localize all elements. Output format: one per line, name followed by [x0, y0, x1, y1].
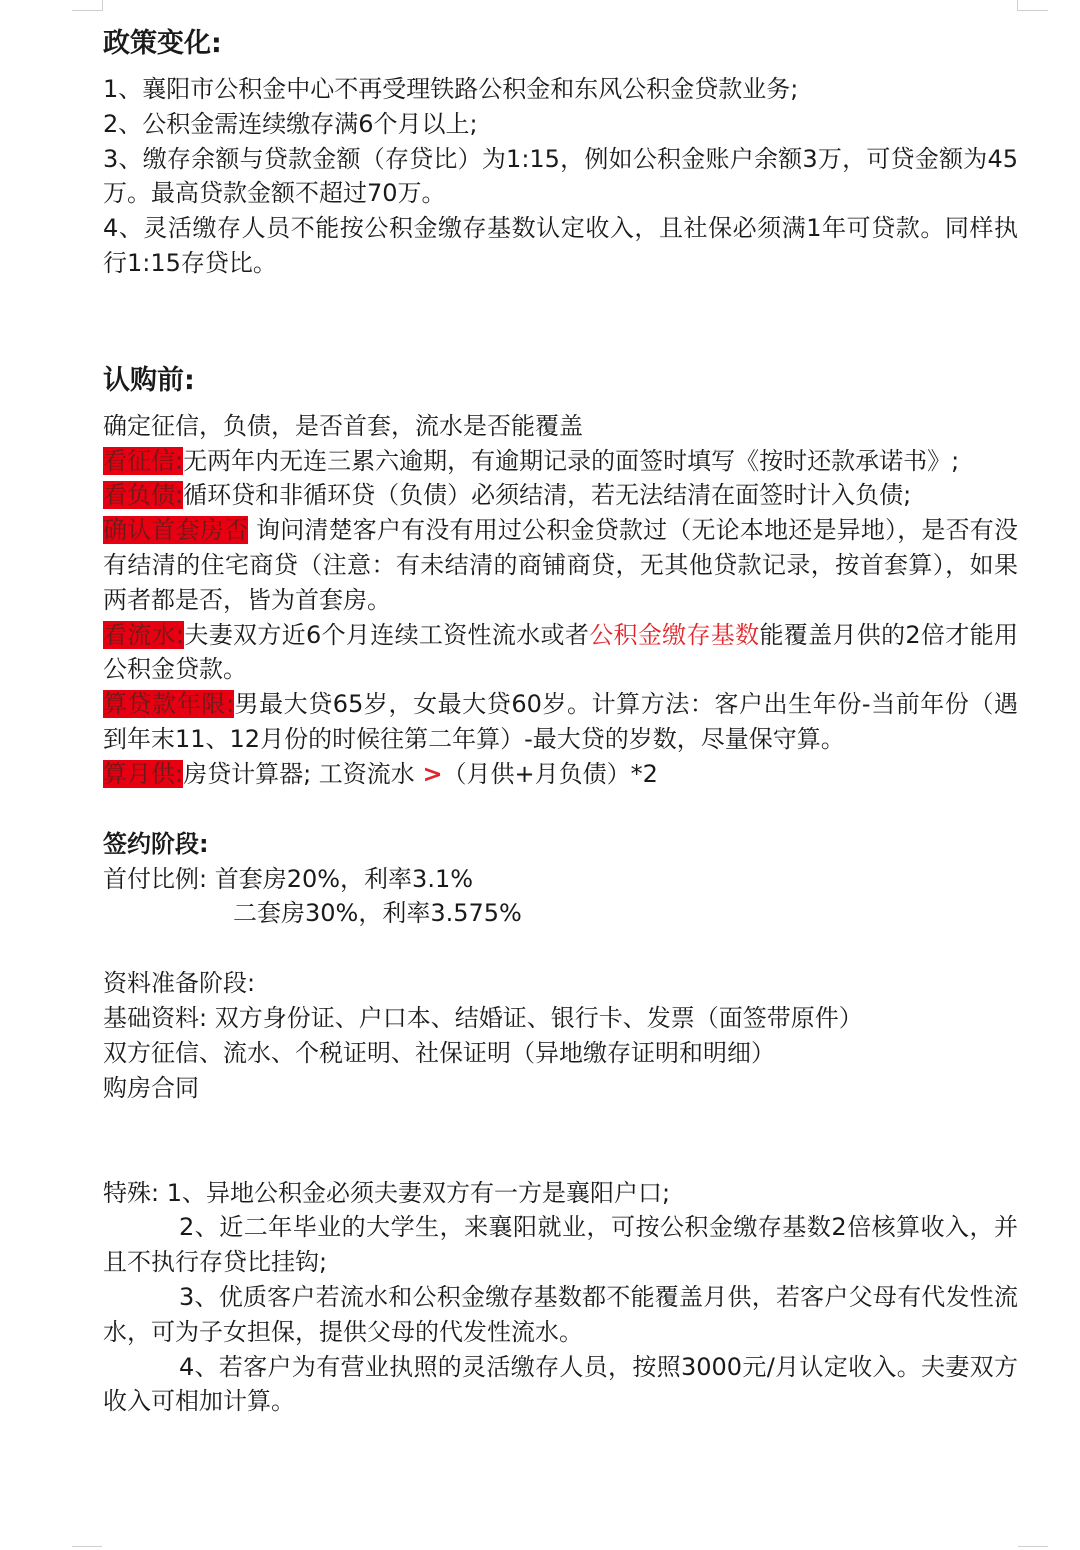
credit-check-text: 无两年内无连三累六逾期，有逾期记录的面签时填写《按时还款承诺书》;	[183, 446, 960, 475]
special-item-4: 4、若客户为有营业执照的灵活缴存人员，按照3000元/月认定收入。夫妻双方收入可相加计算。	[103, 1352, 1018, 1416]
loan-term-text: 男最大贷65岁，女最大贷60岁。计算方法：客户出生年份-当前年份（遇到年末11、12月份的时候往第二年算）-最大贷的岁数，尽量保守算。	[103, 690, 1018, 753]
special-item-3: 3、优质客户若流水和公积金缴存基数都不能覆盖月供，若客户父母有代发性流水，可为子女担保，提供父母的代发性流水。	[103, 1282, 1018, 1346]
materials-line-2: 双方征信、流水、个税证明、社保证明（异地缴存证明和明细）	[103, 1038, 775, 1067]
monthly-payment-label: 算月供:	[103, 759, 184, 788]
materials-line-3: 购房合同	[103, 1073, 199, 1102]
document-content	[103, 24, 1018, 1419]
debt-check-text: 循环贷和非循环贷（负债）必须结清，若无法结清在面签时计入负债;	[183, 481, 912, 510]
debt-check-label: 看负债:	[103, 481, 184, 510]
flow-check-paragraph	[103, 618, 1018, 688]
debt-check-paragraph	[103, 478, 1018, 513]
policy-item-3: 3、缴存余额与贷款金额（存贷比）为1:15，例如公积金账户余额3万，可贷金额为45万。最高贷款金额不超过70万。	[103, 144, 1018, 208]
signing-line-2: 二套房30%，利率3.575%	[233, 899, 522, 928]
before-purchase-title: 认购前:	[103, 364, 195, 396]
monthly-payment-paragraph	[103, 757, 1018, 792]
first-home-label: 确认首套房否	[103, 516, 249, 545]
policy-item-2: 2、公积金需连续缴存满6个月以上;	[103, 109, 478, 138]
loan-term-paragraph	[103, 687, 1018, 757]
first-home-text: 询问清楚客户有没有用过公积金贷款过（无论本地还是异地），是否有没有结清的住宅商贷（注意：有未结清的商铺商贷，无其他贷款记录，按首套算），如果两者都是否，皆为首套房。	[103, 516, 1019, 614]
loan-term-label: 算贷款年限:	[103, 690, 234, 719]
crop-mark-top-right	[1017, 0, 1048, 11]
crop-mark-bottom-left	[72, 1546, 102, 1550]
first-home-paragraph	[103, 513, 1018, 617]
special-item-1-paragraph	[103, 1176, 1018, 1211]
before-purchase-intro: 确定征信，负债，是否首套，流水是否能覆盖	[103, 411, 583, 440]
policy-item-4: 4、灵活缴存人员不能按公积金缴存基数认定收入，且社保必须满1年可贷款。同样执行1:15存贷比。	[103, 214, 1018, 277]
monthly-payment-text-after: （月供+月负债）*2	[442, 759, 658, 788]
policy-title: 政策变化:	[103, 28, 222, 59]
special-label: 特殊:	[103, 1178, 160, 1207]
flow-check-label: 看流水:	[103, 620, 185, 649]
crop-mark-bottom-right	[1018, 1546, 1048, 1550]
monthly-payment-text-before: 房贷计算器; 工资流水	[183, 759, 423, 788]
policy-item-1: 1、襄阳市公积金中心不再受理铁路公积金和东风公积金贷款业务;	[103, 75, 799, 103]
credit-check-paragraph	[103, 444, 1018, 479]
greater-than-symbol: >	[422, 759, 443, 788]
flow-check-text-after: 能覆盖月供的2倍才能用公积金贷款。	[103, 620, 1018, 684]
special-item-2: 2、近二年毕业的大学生，来襄阳就业，可按公积金缴存基数2倍核算收入，并且不执行存贷比挂钩;	[103, 1213, 1018, 1277]
special-item-1: 1、异地公积金必须夫妻双方有一方是襄阳户口;	[166, 1178, 671, 1207]
materials-line-1: 基础资料: 双方身份证、户口本、结婚证、银行卡、发票（面签带原件）	[103, 1004, 863, 1033]
materials-title: 资料准备阶段:	[103, 969, 256, 998]
credit-check-label: 看征信:	[103, 446, 184, 475]
signing-line-1: 首付比例: 首套房20%，利率3.1%	[103, 864, 474, 893]
signing-title: 签约阶段:	[103, 829, 209, 858]
flow-check-highlight: 公积金缴存基数	[589, 620, 760, 649]
crop-mark-top-left	[72, 0, 103, 11]
flow-check-text-before: 夫妻双方近6个月连续工资性流水或者	[184, 620, 590, 649]
